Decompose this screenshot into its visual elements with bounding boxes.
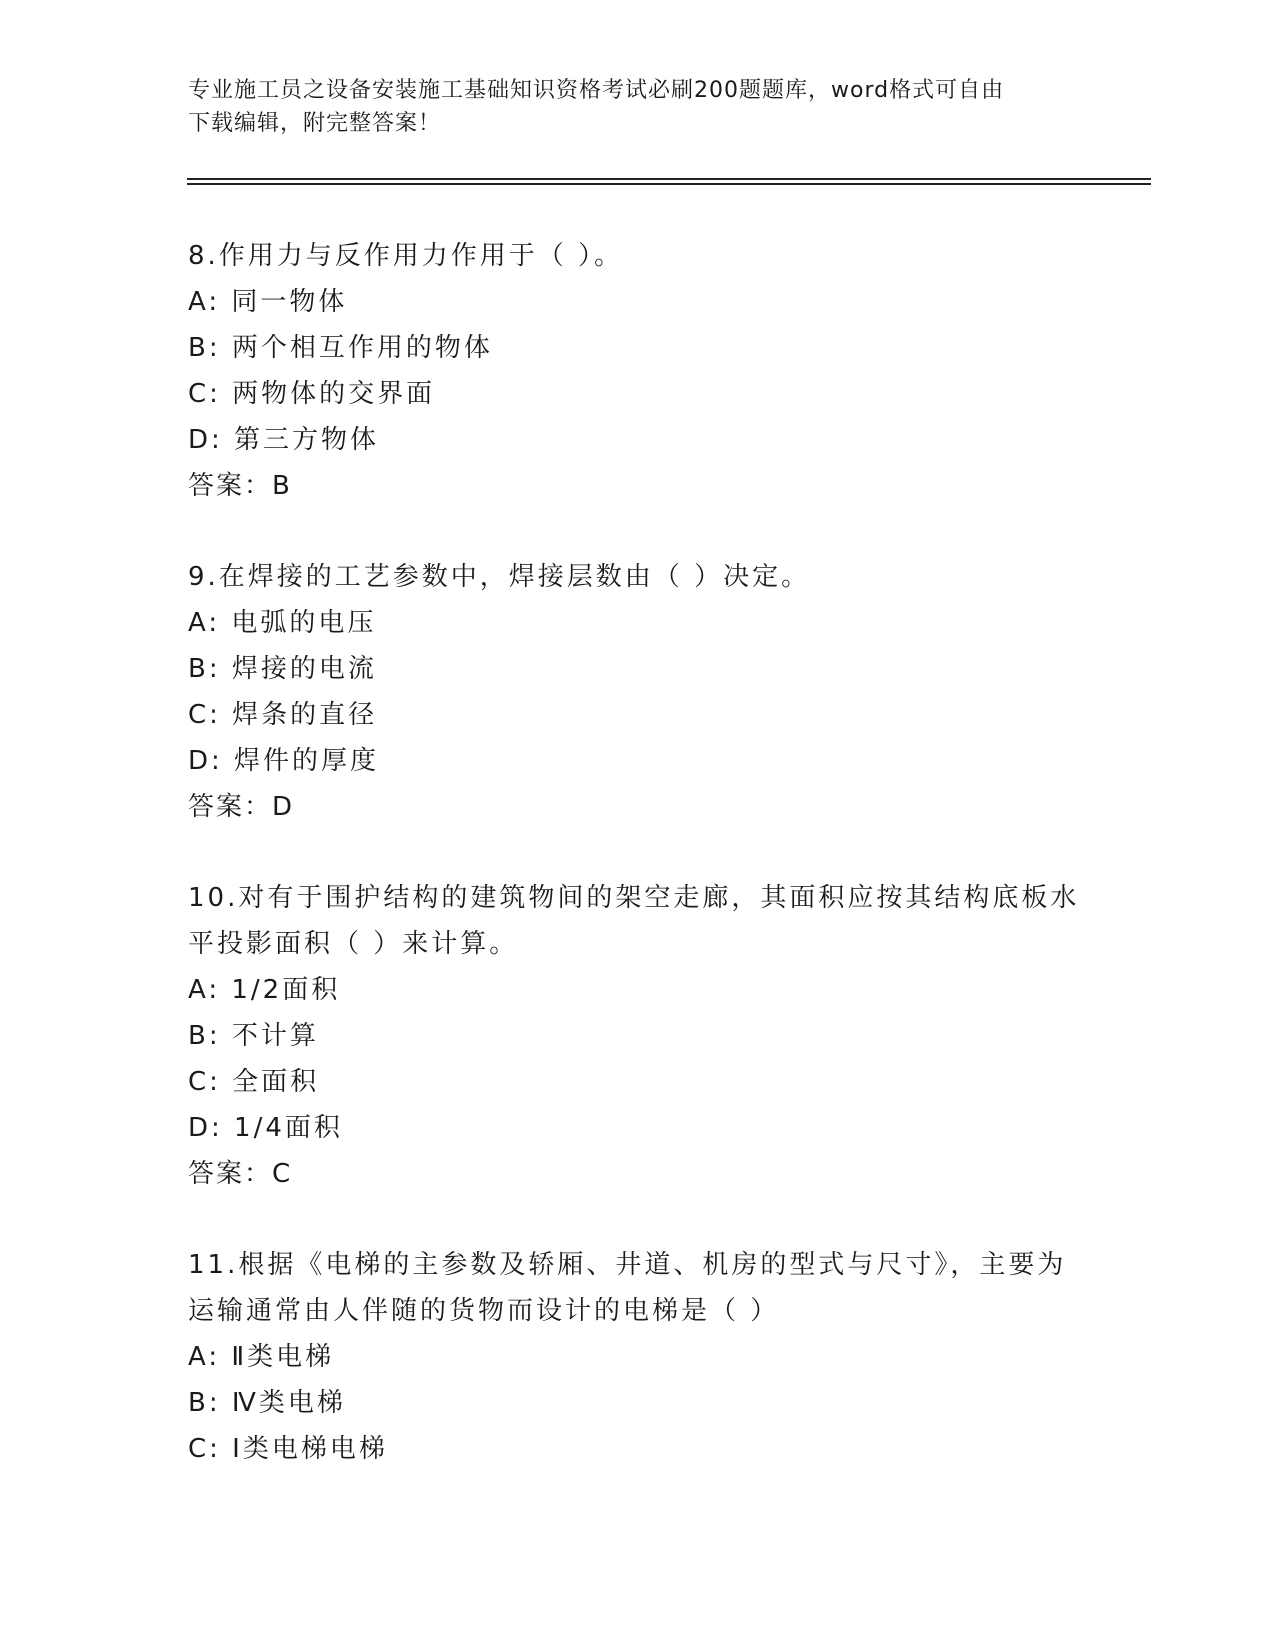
option-d: D: 焊件的厚度 xyxy=(188,746,380,776)
header-line-2: 下载编辑，附完整答案！ xyxy=(188,111,442,136)
option-d: D: 1/4面积 xyxy=(188,1113,343,1143)
question-stem: 8.作用力与反作用力作用于（ ）。 xyxy=(188,241,624,271)
option-d: D: 第三方物体 xyxy=(188,425,380,455)
header-divider-top xyxy=(187,178,1151,180)
option-c: C: Ⅰ类电梯电梯 xyxy=(188,1434,388,1464)
option-c: C: 焊条的直径 xyxy=(188,700,378,730)
option-a: A: 电弧的电压 xyxy=(188,608,377,638)
question-8 xyxy=(188,233,1088,509)
answer: 答案：D xyxy=(188,792,295,822)
question-9 xyxy=(188,554,1088,830)
answer: 答案：C xyxy=(188,1159,293,1189)
question-list xyxy=(188,233,1088,1517)
option-b: B: 两个相互作用的物体 xyxy=(188,333,493,363)
question-stem: 9.在焊接的工艺参数中，焊接层数由（ ）决定。 xyxy=(188,562,811,592)
question-stem-line-2: 平投影面积（ ）来计算。 xyxy=(188,929,519,959)
option-a: A: 1/2面积 xyxy=(188,975,341,1005)
question-stem-line-1: 10.对有于围护结构的建筑物间的架空走廊，其面积应按其结构底板水 xyxy=(188,883,1080,913)
option-a: A: 同一物体 xyxy=(188,287,348,317)
question-stem-line-1: 11.根据《电梯的主参数及轿厢、井道、机房的型式与尺寸》，主要为 xyxy=(188,1250,1067,1280)
header-line-1: 专业施工员之设备安装施工基础知识资格考试必刷200题题库，word格式可自由 xyxy=(188,78,1005,103)
option-a: A: Ⅱ类电梯 xyxy=(188,1342,335,1372)
option-b: B: Ⅳ类电梯 xyxy=(188,1388,346,1418)
question-10 xyxy=(188,875,1088,1197)
answer: 答案：B xyxy=(188,471,292,501)
option-c: C: 两物体的交界面 xyxy=(188,379,436,409)
question-stem-line-2: 运输通常由人伴随的货物而设计的电梯是（ ） xyxy=(188,1296,780,1326)
option-b: B: 焊接的电流 xyxy=(188,654,377,684)
header-divider-bottom xyxy=(187,183,1151,185)
question-11 xyxy=(188,1242,1088,1472)
option-c: C: 全面积 xyxy=(188,1067,320,1097)
document-header xyxy=(188,74,1088,140)
option-b: B: 不计算 xyxy=(188,1021,319,1051)
